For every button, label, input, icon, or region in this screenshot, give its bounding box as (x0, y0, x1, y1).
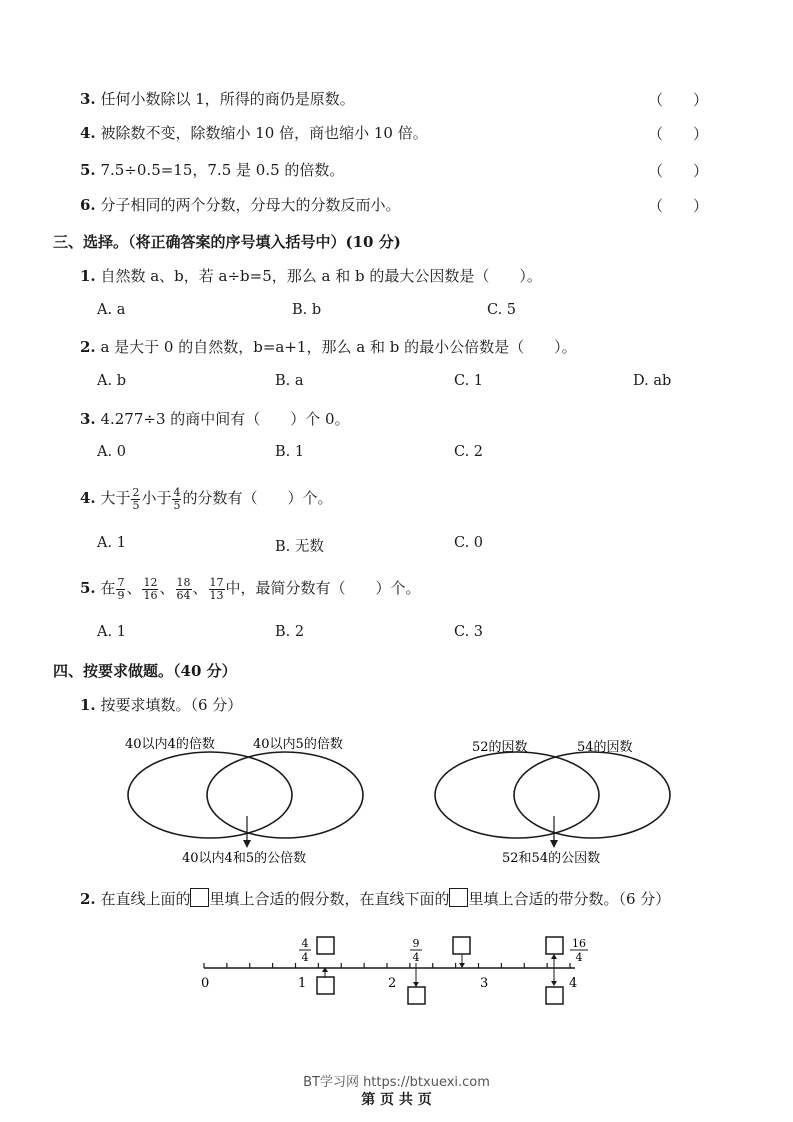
option-b[interactable]: B. 1 (275, 444, 305, 460)
answer-box[interactable] (317, 937, 334, 954)
option-d[interactable]: D. ab (633, 373, 672, 389)
item-number: 1. (80, 696, 96, 714)
tick-label-4: 4 (569, 976, 578, 991)
item-text: 7.5÷0.5=15，7.5 是 0.5 的倍数。 (100, 161, 345, 179)
tick-label-2: 2 (388, 976, 397, 991)
venn-left-circle[interactable] (128, 752, 292, 838)
answer-box[interactable] (317, 977, 334, 994)
answer-box[interactable] (408, 987, 425, 1004)
arrow-down-icon (551, 981, 557, 986)
fraction-numerator: 9 (412, 937, 420, 950)
site-watermark: BT学习网 https://btxuexi.com (303, 1075, 490, 1090)
item-text: 大于 (100, 489, 131, 507)
item-number: 2. (80, 890, 96, 908)
fraction: $\frac{2}{5}$ (132, 485, 140, 512)
venn-diagram-multiples (110, 728, 380, 870)
fraction: $\frac{18}{64}$ (176, 575, 191, 602)
judge-item-3 (80, 89, 355, 109)
option-a[interactable]: A. 0 (97, 444, 126, 460)
item-number: 1. (80, 267, 96, 285)
item-text: 任何小数除以 1，所得的商仍是原数。 (100, 90, 355, 108)
venn-label-right: 40以内5的倍数 (253, 737, 343, 752)
choice-question-3 (80, 409, 350, 429)
answer-box[interactable] (449, 888, 468, 907)
option-a[interactable]: A. a (97, 302, 126, 318)
answer-paren[interactable]: （ ） (648, 91, 709, 109)
option-a[interactable]: A. 1 (97, 535, 126, 551)
answer-box[interactable] (546, 937, 563, 954)
section-heading-tasks: 四、按要求做题。（40 分） (53, 662, 237, 680)
judge-item-5 (80, 160, 344, 180)
item-text: 在 (100, 579, 116, 597)
item-text: 分子相同的两个分数，分母大的分数反而小。 (100, 196, 401, 214)
fraction: $\frac{4}{5}$ (173, 485, 181, 512)
choice-question-1 (80, 266, 542, 286)
tick-label-0: 0 (201, 976, 210, 991)
item-number: 3. (80, 410, 96, 428)
fraction: $\frac{17}{13}$ (209, 575, 224, 602)
answer-paren[interactable]: （ ） (648, 125, 709, 143)
option-b[interactable]: B. 2 (275, 624, 305, 640)
answer-box[interactable] (453, 937, 470, 954)
item-number: 6. (80, 196, 96, 214)
venn-label-bottom: 52和54的公因数 (502, 851, 601, 866)
option-c[interactable]: C. 1 (454, 373, 484, 389)
item-number: 4. (80, 489, 96, 507)
task-question-2 (80, 888, 670, 909)
item-text: 被除数不变，除数缩小 10 倍，商也缩小 10 倍。 (100, 124, 428, 142)
item-text: 里填上合适的带分数。（6 分） (468, 890, 671, 908)
tick-label-3: 3 (480, 976, 489, 991)
venn-right-circle[interactable] (207, 752, 363, 838)
item-text: 4.277÷3 的商中间有（ ）个 0。 (100, 410, 350, 428)
judge-item-6 (80, 195, 400, 215)
option-a[interactable]: A. 1 (97, 624, 126, 640)
venn-right-circle[interactable] (514, 752, 670, 838)
venn-label-right: 54的因数 (577, 740, 633, 755)
venn-label-left: 40以内4的倍数 (125, 737, 215, 752)
item-number: 5. (80, 161, 96, 179)
option-c[interactable]: C. 3 (454, 624, 484, 640)
choice-question-5: 5. 在 $\frac{7}{9}$ 、 $\frac{12}{16}$ 、 $\frac{18}{64}$ 、 $\frac{17}{13}$ 中，最简分数有（ ）个。 (80, 575, 421, 602)
option-c[interactable]: C. 2 (454, 444, 484, 460)
item-text: 中，最简分数有（ ）个。 (225, 579, 421, 597)
number-line (190, 925, 600, 1015)
choice-question-4 (80, 484, 333, 512)
item-number: 3. (80, 90, 96, 108)
answer-paren[interactable]: （ ） (648, 162, 709, 180)
fraction-numerator: 16 (572, 937, 586, 950)
answer-box[interactable] (546, 987, 563, 1004)
arrow-down-icon (550, 840, 558, 848)
venn-left-circle[interactable] (435, 752, 599, 838)
item-text: 自然数 a、b，若 a÷b=5，那么 a 和 b 的最大公因数是（ ）。 (100, 267, 542, 285)
option-c[interactable]: C. 0 (454, 535, 484, 551)
fraction-numerator: 4 (301, 937, 309, 950)
page-number: 第 页 共 页 (361, 1092, 432, 1108)
answer-box[interactable] (190, 888, 209, 907)
item-number: 2. (80, 338, 96, 356)
option-c[interactable]: C. 5 (487, 302, 517, 318)
venn-label-bottom: 40以内4和5的公倍数 (182, 851, 307, 866)
option-a[interactable]: A. b (97, 373, 126, 389)
choice-question-2 (80, 337, 577, 357)
option-b[interactable]: B. b (292, 302, 322, 318)
venn-diagram-factors (420, 728, 710, 870)
item-text: 的分数有（ ）个。 (182, 489, 333, 507)
section-heading-choice: 三、选择。（将正确答案的序号填入括号中）(10 分) (53, 233, 401, 251)
item-text: 小于 (141, 489, 172, 507)
venn-label-left: 52的因数 (472, 740, 528, 755)
arrow-down-icon (243, 840, 251, 848)
item-text: 在直线上面的 (100, 890, 191, 908)
fraction-denominator: 4 (575, 951, 583, 964)
answer-paren[interactable]: （ ） (648, 197, 709, 215)
fraction-denominator: 4 (412, 951, 420, 964)
item-text: 里填上合适的假分数，在直线下面的 (209, 890, 450, 908)
item-text: a 是大于 0 的自然数，b=a+1，那么 a 和 b 的最小公倍数是（ ）。 (100, 338, 577, 356)
fraction: $\frac{12}{16}$ (143, 575, 158, 602)
judge-item-4 (80, 123, 428, 143)
option-b[interactable]: B. 无数 (275, 539, 324, 555)
item-number: 5. (80, 579, 96, 597)
item-number: 4. (80, 124, 96, 142)
fraction-denominator: 4 (301, 951, 309, 964)
task-question-1 (80, 695, 242, 715)
fraction: $\frac{7}{9}$ (117, 575, 125, 602)
tick-label-1: 1 (298, 976, 307, 991)
option-b[interactable]: B. a (275, 373, 304, 389)
item-text: 按要求填数。（6 分） (100, 696, 243, 714)
